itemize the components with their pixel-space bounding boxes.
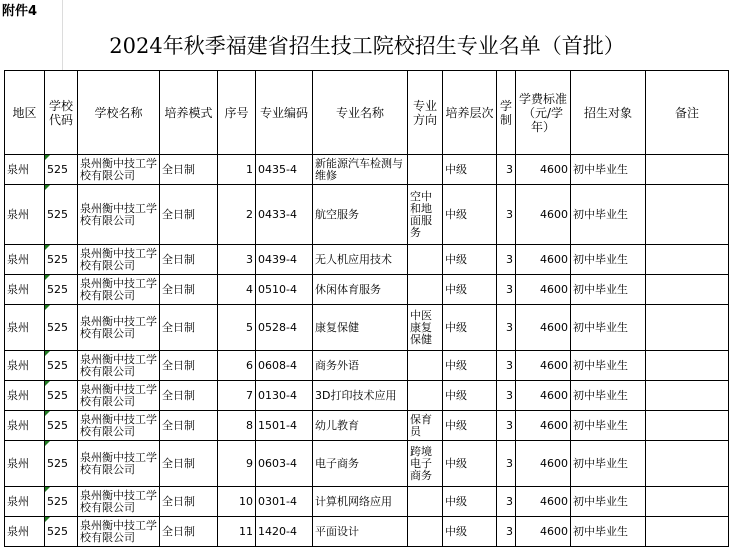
- cell-duration: 3: [497, 351, 516, 381]
- cell-training-mode: 全日制: [160, 441, 218, 487]
- cell-duration: 3: [497, 441, 516, 487]
- header-target: 招生对象: [571, 71, 646, 155]
- cell-direction: 中医康复保健: [408, 305, 443, 351]
- cell-target: 初中毕业生: [571, 305, 646, 351]
- cell-major-name: 新能源汽车检测与维修: [313, 155, 408, 185]
- cell-training-mode: 全日制: [160, 185, 218, 245]
- cell-direction: 保育员: [408, 411, 443, 441]
- cell-duration: 3: [497, 411, 516, 441]
- table-row: [5, 305, 729, 351]
- table-row: [5, 411, 729, 441]
- cell-major-code: 0439-4: [256, 245, 313, 275]
- cell-school-name: 泉州衡中技工学校有限公司: [78, 351, 160, 381]
- cell-school-code: 525: [45, 245, 78, 275]
- cell-training-mode: 全日制: [160, 245, 218, 275]
- cell-major-name: 幼儿教育: [313, 411, 408, 441]
- table-row: [5, 155, 729, 185]
- cell-duration: 3: [497, 305, 516, 351]
- cell-tuition: 4600: [516, 305, 571, 351]
- cell-remarks: [646, 487, 729, 517]
- cell-seq: 1: [218, 155, 256, 185]
- table-row: [5, 351, 729, 381]
- table-row: [5, 245, 729, 275]
- cell-remarks: [646, 185, 729, 245]
- cell-school-code: 525: [45, 351, 78, 381]
- cell-level: 中级: [443, 155, 497, 185]
- cell-school-name: 泉州衡中技工学校有限公司: [78, 411, 160, 441]
- table-row: [5, 517, 729, 547]
- header-major-code: 专业编码: [256, 71, 313, 155]
- cell-target: 初中毕业生: [571, 275, 646, 305]
- cell-seq: 3: [218, 245, 256, 275]
- cell-seq: 9: [218, 441, 256, 487]
- cell-school-code: 525: [45, 517, 78, 547]
- cell-major-name: 航空服务: [313, 185, 408, 245]
- cell-direction: [408, 381, 443, 411]
- cell-region: 泉州: [5, 305, 45, 351]
- cell-tuition: 4600: [516, 155, 571, 185]
- cell-remarks: [646, 381, 729, 411]
- cell-tuition: 4600: [516, 185, 571, 245]
- cell-region: 泉州: [5, 517, 45, 547]
- cell-target: 初中毕业生: [571, 381, 646, 411]
- cell-school-code: 525: [45, 155, 78, 185]
- header-school-name: 学校名称: [78, 71, 160, 155]
- attachment-label: 附件4: [2, 4, 38, 19]
- cell-target: 初中毕业生: [571, 441, 646, 487]
- cell-direction: [408, 275, 443, 305]
- cell-duration: 3: [497, 185, 516, 245]
- cell-major-code: 0435-4: [256, 155, 313, 185]
- cell-tuition: 4600: [516, 381, 571, 411]
- cell-training-mode: 全日制: [160, 411, 218, 441]
- cell-target: 初中毕业生: [571, 155, 646, 185]
- cell-school-code: 525: [45, 305, 78, 351]
- cell-school-name: 泉州衡中技工学校有限公司: [78, 155, 160, 185]
- admissions-table: [4, 70, 729, 547]
- cell-school-code: 525: [45, 381, 78, 411]
- cell-seq: 6: [218, 351, 256, 381]
- cell-training-mode: 全日制: [160, 381, 218, 411]
- cell-level: 中级: [443, 381, 497, 411]
- cell-school-code: 525: [45, 441, 78, 487]
- cell-remarks: [646, 245, 729, 275]
- cell-major-name: 商务外语: [313, 351, 408, 381]
- cell-level: 中级: [443, 275, 497, 305]
- table-row: [5, 381, 729, 411]
- cell-level: 中级: [443, 351, 497, 381]
- cell-level: 中级: [443, 517, 497, 547]
- cell-school-code: 525: [45, 411, 78, 441]
- cell-school-name: 泉州衡中技工学校有限公司: [78, 245, 160, 275]
- header-remarks: 备注: [646, 71, 729, 155]
- cell-school-name: 泉州衡中技工学校有限公司: [78, 185, 160, 245]
- table-row: [5, 441, 729, 487]
- cell-school-name: 泉州衡中技工学校有限公司: [78, 381, 160, 411]
- cell-major-name: 无人机应用技术: [313, 245, 408, 275]
- header-tuition: 学费标准（元/学年）: [516, 71, 571, 155]
- cell-remarks: [646, 441, 729, 487]
- cell-training-mode: 全日制: [160, 487, 218, 517]
- cell-school-code: 525: [45, 185, 78, 245]
- cell-direction: [408, 487, 443, 517]
- cell-major-code: 0433-4: [256, 185, 313, 245]
- cell-target: 初中毕业生: [571, 487, 646, 517]
- cell-region: 泉州: [5, 245, 45, 275]
- cell-major-name: 康复保健: [313, 305, 408, 351]
- cell-region: 泉州: [5, 381, 45, 411]
- cell-target: 初中毕业生: [571, 185, 646, 245]
- cell-duration: 3: [497, 155, 516, 185]
- cell-major-code: 0301-4: [256, 487, 313, 517]
- cell-target: 初中毕业生: [571, 411, 646, 441]
- cell-seq: 2: [218, 185, 256, 245]
- cell-major-name: 平面设计: [313, 517, 408, 547]
- header-duration: 学制: [497, 71, 516, 155]
- cell-major-name: 3D打印技术应用: [313, 381, 408, 411]
- cell-duration: 3: [497, 275, 516, 305]
- cell-school-name: 泉州衡中技工学校有限公司: [78, 305, 160, 351]
- cell-training-mode: 全日制: [160, 275, 218, 305]
- cell-seq: 4: [218, 275, 256, 305]
- cell-target: 初中毕业生: [571, 517, 646, 547]
- cell-remarks: [646, 305, 729, 351]
- cell-level: 中级: [443, 487, 497, 517]
- table-row: [5, 185, 729, 245]
- cell-training-mode: 全日制: [160, 305, 218, 351]
- header-major-name: 专业名称: [313, 71, 408, 155]
- cell-major-code: 0603-4: [256, 441, 313, 487]
- page-title: 2024年秋季福建省招生技工院校招生专业名单（首批）: [109, 34, 625, 58]
- cell-school-name: 泉州衡中技工学校有限公司: [78, 275, 160, 305]
- cell-level: 中级: [443, 411, 497, 441]
- cell-direction: [408, 155, 443, 185]
- table-row: [5, 487, 729, 517]
- cell-major-code: 1420-4: [256, 517, 313, 547]
- cell-seq: 5: [218, 305, 256, 351]
- cell-remarks: [646, 517, 729, 547]
- cell-school-code: 525: [45, 275, 78, 305]
- table-row: [5, 275, 729, 305]
- cell-school-name: 泉州衡中技工学校有限公司: [78, 517, 160, 547]
- cell-training-mode: 全日制: [160, 517, 218, 547]
- cell-major-code: 0528-4: [256, 305, 313, 351]
- cell-seq: 11: [218, 517, 256, 547]
- header-seq: 序号: [218, 71, 256, 155]
- cell-tuition: 4600: [516, 487, 571, 517]
- cell-duration: 3: [497, 381, 516, 411]
- cell-tuition: 4600: [516, 441, 571, 487]
- cell-seq: 8: [218, 411, 256, 441]
- cell-region: 泉州: [5, 487, 45, 517]
- table-body: [5, 155, 729, 547]
- cell-region: 泉州: [5, 351, 45, 381]
- cell-direction: 跨境电子商务: [408, 441, 443, 487]
- cell-seq: 10: [218, 487, 256, 517]
- header-school-code: 学校代码: [45, 71, 78, 155]
- cell-direction: [408, 351, 443, 381]
- header-direction: 专业方向: [408, 71, 443, 155]
- cell-region: 泉州: [5, 155, 45, 185]
- cell-remarks: [646, 411, 729, 441]
- cell-tuition: 4600: [516, 351, 571, 381]
- cell-remarks: [646, 351, 729, 381]
- cell-seq: 7: [218, 381, 256, 411]
- cell-major-name: 电子商务: [313, 441, 408, 487]
- cell-tuition: 4600: [516, 245, 571, 275]
- cell-region: 泉州: [5, 275, 45, 305]
- cell-duration: 3: [497, 245, 516, 275]
- cell-region: 泉州: [5, 411, 45, 441]
- cell-target: 初中毕业生: [571, 245, 646, 275]
- cell-level: 中级: [443, 305, 497, 351]
- cell-training-mode: 全日制: [160, 351, 218, 381]
- cell-target: 初中毕业生: [571, 351, 646, 381]
- cell-level: 中级: [443, 185, 497, 245]
- cell-level: 中级: [443, 245, 497, 275]
- cell-level: 中级: [443, 441, 497, 487]
- cell-remarks: [646, 155, 729, 185]
- cell-tuition: 4600: [516, 275, 571, 305]
- cell-major-code: 1501-4: [256, 411, 313, 441]
- cell-major-code: 0130-4: [256, 381, 313, 411]
- header-level: 培养层次: [443, 71, 497, 155]
- cell-duration: 3: [497, 487, 516, 517]
- cell-direction: [408, 245, 443, 275]
- cell-direction: 空中和地面服务: [408, 185, 443, 245]
- cell-region: 泉州: [5, 441, 45, 487]
- cell-major-name: 休闲体育服务: [313, 275, 408, 305]
- header-training-mode: 培养模式: [160, 71, 218, 155]
- cell-school-code: 525: [45, 487, 78, 517]
- cell-tuition: 4600: [516, 517, 571, 547]
- cell-tuition: 4600: [516, 411, 571, 441]
- cell-school-name: 泉州衡中技工学校有限公司: [78, 441, 160, 487]
- cell-duration: 3: [497, 517, 516, 547]
- cell-major-code: 0608-4: [256, 351, 313, 381]
- header-region: 地区: [5, 71, 45, 155]
- cell-training-mode: 全日制: [160, 155, 218, 185]
- cell-major-code: 0510-4: [256, 275, 313, 305]
- cell-remarks: [646, 275, 729, 305]
- cell-school-name: 泉州衡中技工学校有限公司: [78, 487, 160, 517]
- header-row: [5, 71, 729, 155]
- cell-direction: [408, 517, 443, 547]
- cell-major-name: 计算机网络应用: [313, 487, 408, 517]
- cell-region: 泉州: [5, 185, 45, 245]
